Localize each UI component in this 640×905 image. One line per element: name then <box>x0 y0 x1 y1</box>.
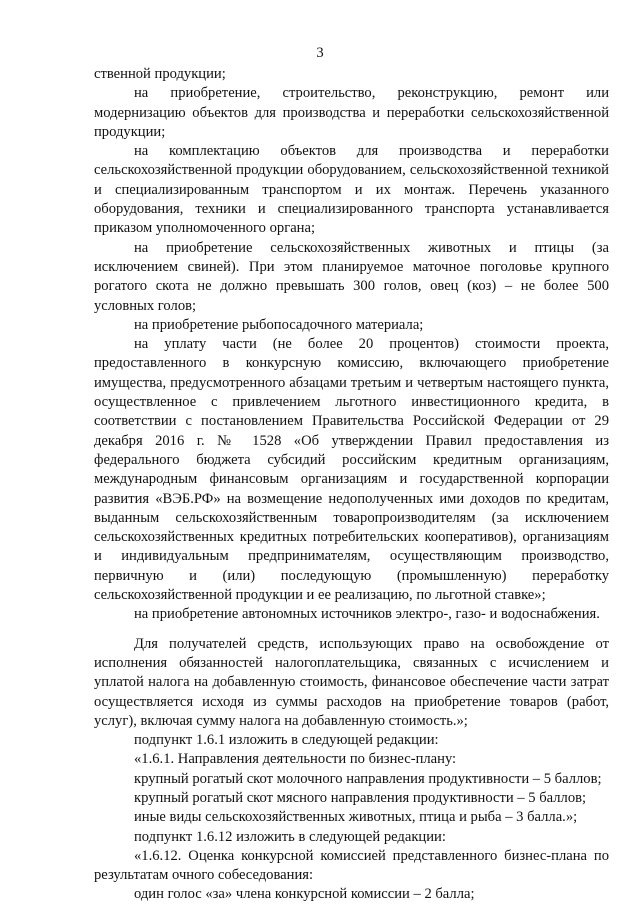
paragraph: на приобретение сельскохозяйственных животных и птицы (за исключением свиней). При этом планируемое маточное поголовье крупного рогатого скота не должно превышать 300 голов, овец (коз) – не более 500 условных голов; <box>94 239 609 314</box>
page-number: 3 <box>316 45 324 61</box>
paragraph: подпункт 1.6.12 изложить в следующей редакции: <box>134 828 446 845</box>
paragraph: «1.6.1. Направления деятельности по бизнес-плану: <box>134 751 457 768</box>
paragraph: на комплектацию объектов для производства и переработки сельскохозяйственной продукции оборудованием, сельскохозяйственной техникой и специализированным транспортом и их монтаж. Перечень указанного оборудования, техники и специализированного транспорта устанавливается приказом уполномоченного органа; <box>94 143 609 237</box>
paragraph: подпункт 1.6.1 изложить в следующей редакции: <box>134 732 439 749</box>
paragraph: на приобретение автономных источников электро-, газо- и водоснабжения. <box>134 606 600 623</box>
paragraph: на уплату части (не более 20 процентов) стоимости проекта, предоставленного в конкурсную комиссию, включающего приобретение имущества, предусмотренного абзацами третьим и четвертым настоящего пункта, осуществленное с привлечением льготного инвестиционного кредита, в соответствии с постановлением Правительства Российской Федерации от 29 декабря 2016 г. № 1528 «Об утверждении Правил предоставления из федерального бюджета субсидий российским кредитным организациям, международным финансовым организациям и государственной корпорации развития «ВЭБ.РФ» на возмещение недополученных ими доходов по кредитам, выданным сельскохозяйственным товаропроизводителям (за исключением сельскохозяйственных кредитных потребительских кооперативов), организациям и индивидуальным предпринимателям, осуществляющим производство, первичную и (или) последующую (промышленную) переработку сельскохозяйственной продукции и ее реализацию, по льготной ставке»; <box>94 336 609 604</box>
paragraph: один голос «за» члена конкурсной комиссии – 2 балла; <box>134 886 475 903</box>
paragraph: ственной продукции; <box>94 66 226 82</box>
paragraph: крупный рогатый скот молочного направления продуктивности – 5 баллов; <box>134 770 602 787</box>
paragraph: Для получателей средств, использующих право на освобождение от исполнения обязанностей налогоплательщика, связанных с исчислением и уплатой налога на добавленную стоимость, финансовое обеспечение части затрат осуществляется исходя из суммы расходов на приобретение товаров (работ, услуг), включая сумму налога на добавленную стоимость.»; <box>94 635 609 729</box>
document-body <box>94 65 609 905</box>
paragraph: крупный рогатый скот мясного направления продуктивности – 5 баллов; <box>134 789 587 806</box>
paragraph: иные виды сельскохозяйственных животных, птица и рыба – 3 балла.»; <box>134 809 578 826</box>
paragraph: на приобретение рыбопосадочного материала; <box>134 316 424 333</box>
paragraph: на приобретение, строительство, реконструкцию, ремонт или модернизацию объектов для производства и переработки сельскохозяйственной продукции; <box>94 85 609 140</box>
paragraph: «1.6.12. Оценка конкурсной комиссией представленного бизнес-плана по результатам очного собеседования: <box>94 847 609 884</box>
